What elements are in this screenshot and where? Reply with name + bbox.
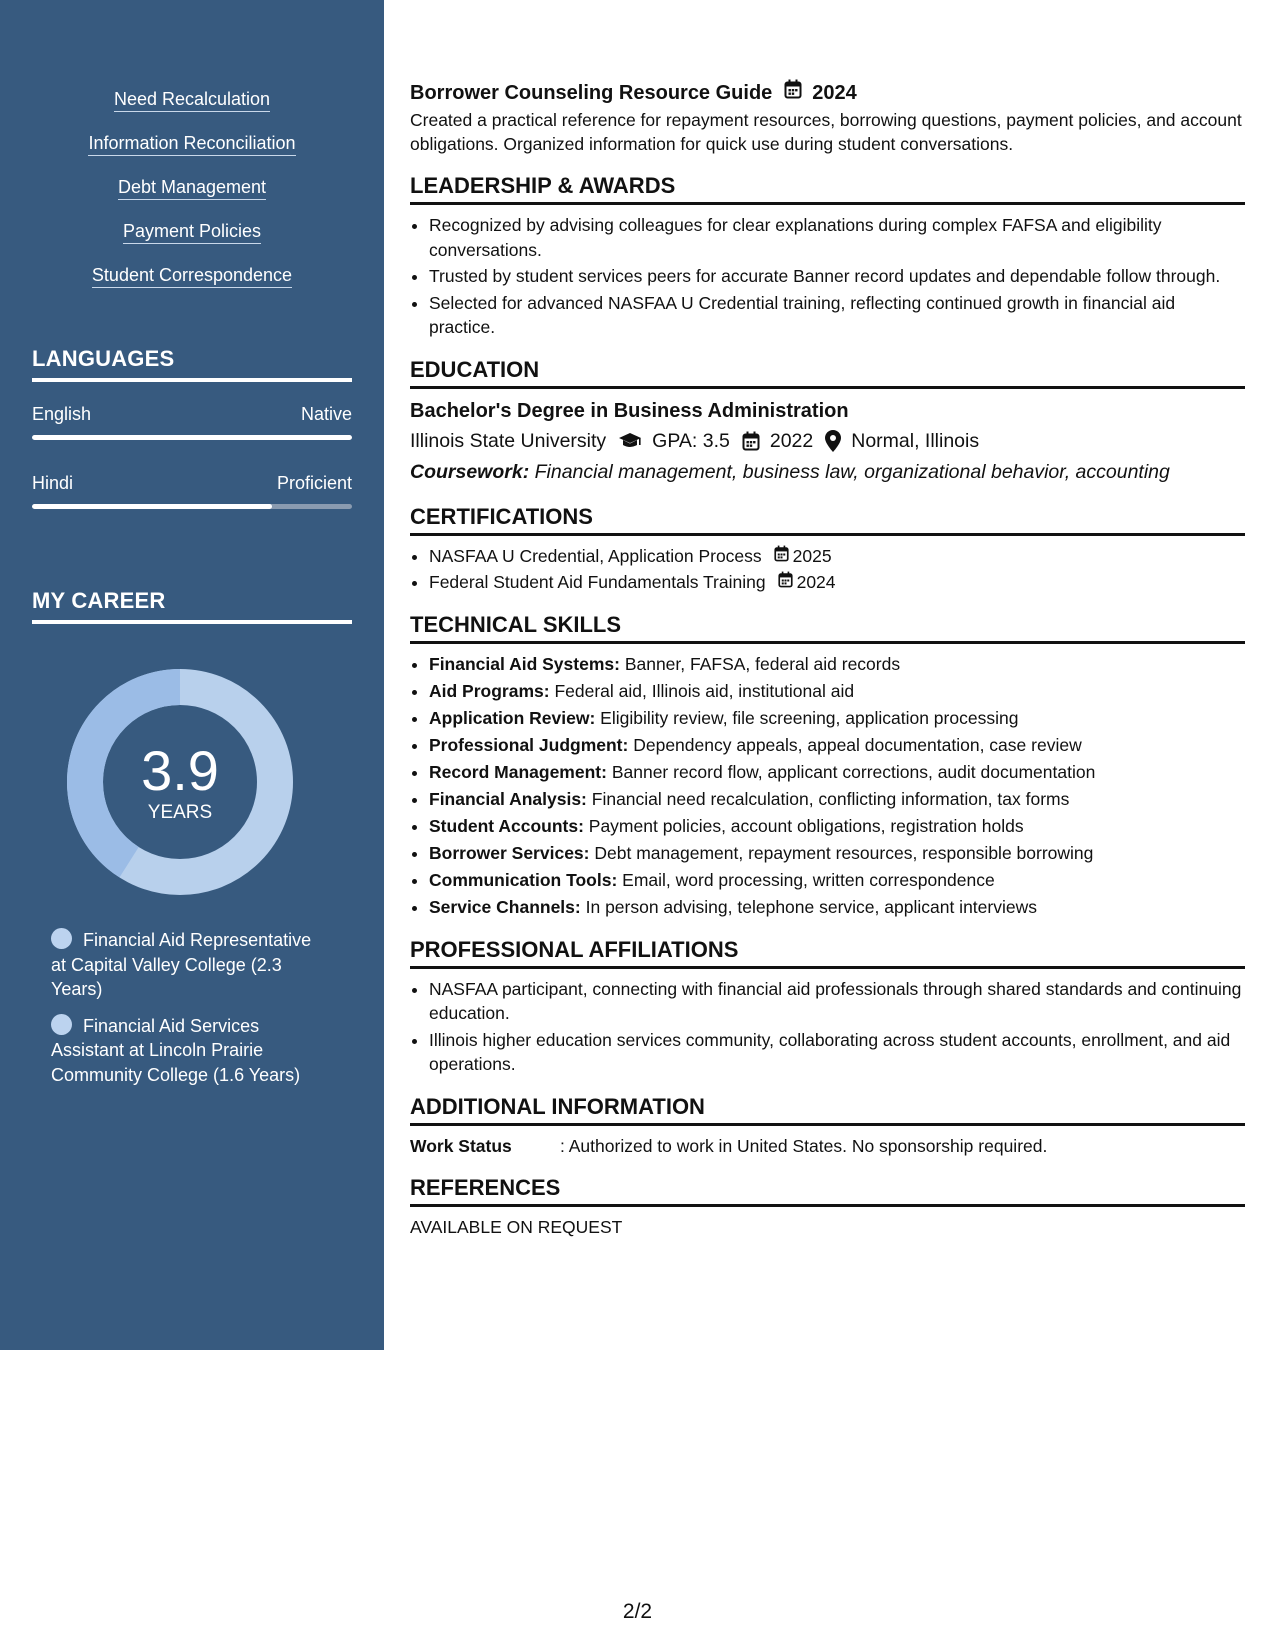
list-item: • NASFAA participant, connecting with financial aid professionals through shared standards and continuing education. [429, 977, 1245, 1026]
career-item [51, 928, 331, 1002]
skill-value: Banner, FAFSA, federal aid records [624, 653, 901, 674]
list-item [429, 706, 1245, 731]
language-bar [32, 504, 352, 509]
coursework-text: Financial management, business law, organizational behavior, accounting [534, 460, 1170, 483]
language-bar [32, 435, 352, 440]
graduation-year: 2022 [769, 429, 814, 452]
skill-value: Email, word processing, written correspondence [622, 870, 995, 891]
calendar-icon [742, 431, 760, 451]
skill-value: Debt management, repayment resources, responsible borrowing [594, 843, 1094, 864]
language-name: English [32, 404, 92, 424]
coursework [410, 457, 1245, 487]
school-location: Normal, Illinois [851, 429, 980, 452]
coursework-label: Coursework: [410, 460, 530, 483]
skill-link[interactable]: Student Correspondence [92, 264, 292, 288]
project-title: Borrower Counseling Resource Guide [410, 82, 773, 104]
career-item [51, 1014, 331, 1088]
skill-link[interactable]: Information Reconciliation [88, 132, 295, 156]
calendar-icon [778, 570, 797, 595]
project-header [410, 78, 1245, 108]
education-heading: EDUCATION [410, 356, 1245, 389]
languages-heading: LANGUAGES [32, 346, 352, 382]
skill-label: Professional Judgment: [429, 734, 629, 755]
language-bar-fill [32, 504, 272, 509]
calendar-icon [784, 78, 802, 108]
list-item: • Selected for advanced NASFAA U Credential training, reflecting continued growth in financial aid practice. [429, 291, 1245, 340]
main-content [410, 78, 1245, 1239]
skill-label: Aid Programs: [429, 680, 550, 701]
skill-list [0, 88, 384, 288]
list-item [429, 895, 1245, 920]
certifications-heading: CERTIFICATIONS [410, 503, 1245, 536]
skill-label: Borrower Services: [429, 843, 590, 864]
skill-value: Dependency appeals, appeal documentation, case review [633, 734, 1082, 755]
list-item: • Recognized by advising colleagues for clear explanations during complex FAFSA and eligibility conversations. [429, 213, 1245, 262]
language-row-english [32, 404, 352, 440]
work-status-value: : Authorized to work in United States. No sponsorship required. [560, 1135, 1048, 1156]
list-item [429, 652, 1245, 677]
skill-value: Federal aid, Illinois aid, institutional aid [554, 680, 855, 701]
career-list [51, 928, 331, 1099]
gpa: GPA: 3.5 [652, 429, 730, 452]
career-heading: MY CAREER [32, 588, 352, 624]
list-item [429, 570, 1245, 595]
skill-value: Eligibility review, file screening, application processing [600, 707, 1019, 728]
certifications-list [410, 544, 1245, 595]
page-number: 2/2 [622, 1600, 653, 1623]
references-text: AVAILABLE ON REQUEST [410, 1216, 623, 1237]
project-year: 2024 [812, 82, 857, 104]
skill-label: Financial Aid Systems: [429, 653, 620, 674]
career-item-text: Financial Aid Services Assistant at Lincoln Prairie Community College (1.6 Years) [51, 1015, 301, 1085]
school-name: Illinois State University [410, 429, 607, 452]
list-item: • Illinois higher education services community, collaborating across student accounts, enrollment, and aid operations. [429, 1028, 1245, 1077]
sidebar [0, 0, 384, 1350]
certification-name: Federal Student Aid Fundamentals Training [429, 572, 766, 592]
skill-link[interactable]: Need Recalculation [114, 88, 270, 112]
language-row-hindi [32, 473, 352, 509]
list-item [429, 733, 1245, 758]
skill-value: Banner record flow, applicant corrections, audit documentation [611, 761, 1096, 782]
language-level: Native [300, 404, 352, 424]
references-heading: REFERENCES [410, 1174, 1245, 1207]
location-pin-icon [825, 430, 841, 452]
graduation-cap-icon [618, 432, 642, 450]
career-total-years: 3.9 [141, 739, 219, 802]
list-item [429, 544, 1245, 569]
certification-year: 2025 [792, 545, 832, 566]
language-level: Proficient [276, 473, 352, 493]
career-item-text: Financial Aid Representative at Capital Valley College (2.3 Years) [51, 930, 312, 999]
skill-link[interactable]: Payment Policies [123, 220, 261, 244]
calendar-icon [774, 544, 793, 569]
career-donut-chart [65, 667, 295, 897]
list-item [429, 760, 1245, 785]
project-description: Created a practical reference for repayment resources, borrowing questions, payment policies, and account obligations. Organized information for quick use during student conversations. [410, 110, 1242, 154]
skill-label: Service Channels: [429, 897, 581, 918]
technical-skills-list [410, 652, 1245, 920]
language-name: Hindi [32, 473, 74, 493]
certification-year: 2024 [796, 572, 836, 592]
work-status-row [410, 1134, 1245, 1158]
leadership-heading: LEADERSHIP & AWARDS [410, 172, 1245, 205]
skill-label: Record Management: [429, 761, 607, 782]
skill-label: Communication Tools: [429, 870, 618, 891]
leadership-list [410, 213, 1245, 340]
skill-value: Payment policies, account obligations, registration holds [588, 816, 1024, 837]
skill-label: Application Review: [429, 707, 596, 728]
list-item [429, 868, 1245, 893]
certification-name: NASFAA U Credential, Application Process [429, 545, 762, 566]
list-item [429, 679, 1245, 704]
career-dot-icon [51, 928, 72, 949]
list-item [429, 787, 1245, 812]
skill-link[interactable]: Debt Management [118, 176, 266, 200]
career-dot-icon [51, 1014, 72, 1035]
affiliations-heading: PROFESSIONAL AFFILIATIONS [410, 936, 1245, 969]
list-item [429, 814, 1245, 839]
additional-info-heading: ADDITIONAL INFORMATION [410, 1093, 1245, 1126]
skill-label: Student Accounts: [429, 816, 584, 837]
list-item [429, 841, 1245, 866]
affiliations-list [410, 977, 1245, 1077]
education-meta [410, 425, 1245, 457]
skill-label: Financial Analysis: [429, 788, 587, 809]
list-item: • Trusted by student services peers for accurate Banner record updates and dependable follow through. [429, 264, 1245, 289]
degree-title: Bachelor's Degree in Business Administration [410, 399, 849, 422]
career-total-unit: YEARS [147, 802, 213, 823]
technical-skills-heading: TECHNICAL SKILLS [410, 611, 1245, 644]
language-bar-fill [32, 435, 352, 440]
skill-value: In person advising, telephone service, applicant interviews [585, 897, 1037, 918]
work-status-label: Work Status [410, 1135, 512, 1156]
skill-value: Financial need recalculation, conflicting information, tax forms [591, 788, 1070, 809]
